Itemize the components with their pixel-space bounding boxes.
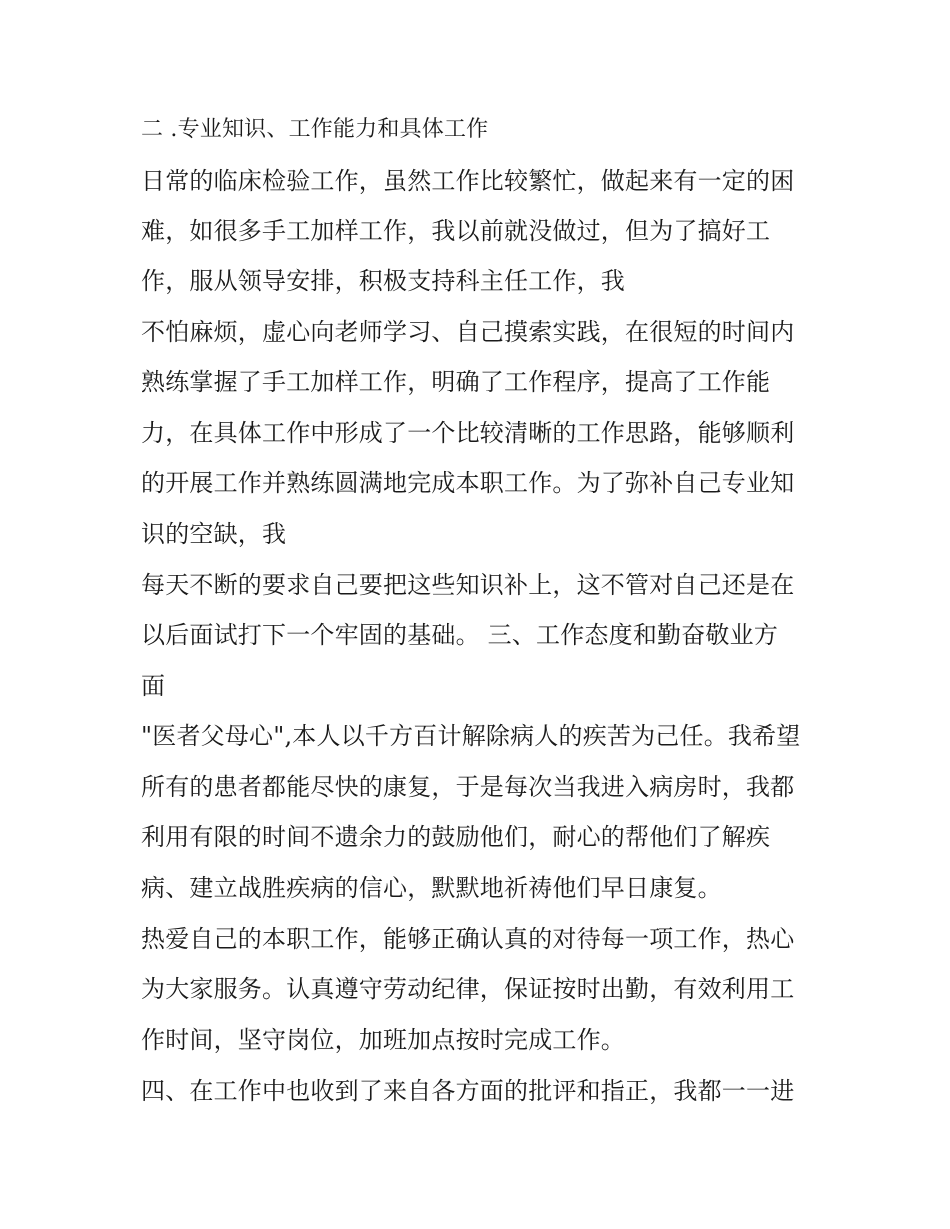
text-line-13: 所有的患者都能尽快的康复，于是每次当我进入病房时，我都 — [141, 773, 795, 801]
text-line-4: 不怕麻烦，虚心向老师学习、自己摸索实践，在很短的时间内 — [141, 318, 795, 346]
text-line-17: 为大家服务。认真遵守劳动纪律，保证按时出勤，有效利用工 — [141, 975, 795, 1003]
text-line-12: "医者父母心",本人以千方百计解除病人的疾苦为己任。我希望 — [141, 722, 801, 750]
text-line-18: 作时间，坚守岗位，加班加点按时完成工作。 — [141, 1026, 625, 1054]
text-line-11: 面 — [141, 672, 166, 700]
section-heading-2: 二 .专业知识、工作能力和具体工作 — [141, 117, 489, 142]
text-line-9: 每天不断的要求自己要把这些知识补上，这不管对自己还是在 — [141, 571, 795, 599]
section-heading-4: 四、在工作中也收到了来自各方面的批评和指正，我都一一进 — [141, 1077, 795, 1105]
section-heading-3: 以后面试打下一个牢固的基础。 三、工作态度和勤奋敬业方 — [141, 621, 779, 649]
text-line-16: 热爱自己的本职工作，能够正确认真的对待每一项工作，热心 — [141, 925, 795, 953]
text-line-2: 难，如很多手工加样工作，我以前就没做过，但为了搞好工 — [141, 217, 771, 245]
text-line-5: 熟练掌握了手工加样工作，明确了工作程序，提高了工作能 — [141, 368, 771, 396]
text-line-7: 的开展工作并熟练圆满地完成本职工作。为了弥补自己专业知 — [141, 469, 795, 497]
text-line-1: 日常的临床检验工作，虽然工作比较繁忙，做起来有一定的困 — [141, 167, 795, 195]
text-line-6: 力，在具体工作中形成了一个比较清晰的工作思路，能够顺利 — [141, 419, 795, 447]
text-line-8: 识的空缺，我 — [141, 520, 287, 548]
text-line-14: 利用有限的时间不遗余力的鼓励他们，耐心的帮他们了解疾 — [141, 823, 771, 851]
text-line-3: 作，服从领导安排，积极支持科主任工作，我 — [141, 267, 625, 295]
text-line-15: 病、建立战胜疾病的信心，默默地祈祷他们早日康复。 — [141, 874, 722, 902]
